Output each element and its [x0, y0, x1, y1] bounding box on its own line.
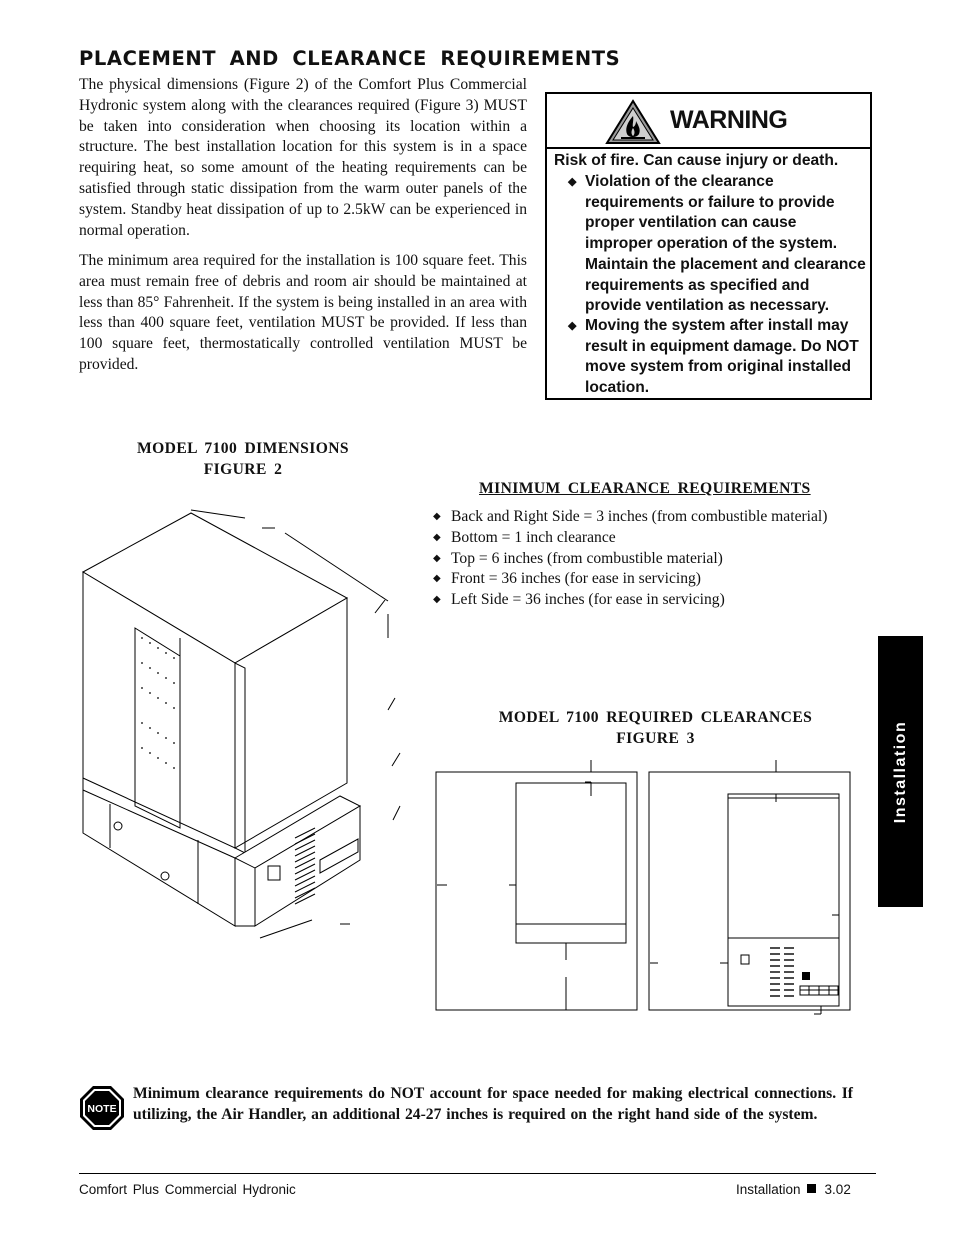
section-side-tab-label: Installation [891, 720, 909, 823]
note-text: Minimum clearance requirements do NOT account for space needed for making electrical connections. If utilizing, the Air Handler, an additional 24-27 inches is required on the right hand side of the system. [133, 1085, 853, 1123]
warning-lead: Risk of fire. Can cause injury or death. [554, 152, 839, 169]
warning-item [568, 316, 868, 399]
warning-item [568, 172, 868, 317]
intro-paragraph: The physical dimensions (Figure 2) of the Comfort Plus Commercial Hydronic system along with the clearances required (Figure 3) MUST be taken into consideration when choosing its location within a structure. The best installation location for this system is in a space requiring heat, so some amount of the heating requirements can be satisfied through static dissipation from the warm outer panels of the system. Standby heat dissipation of up to 2.5kW can be experienced in normal operation. [79, 76, 527, 239]
figure-2-caption [118, 439, 368, 480]
clearance-item [433, 590, 827, 611]
clearance-item [433, 507, 827, 528]
clearance-item [433, 549, 827, 570]
figure-2-caption-number: FIGURE 2 [203, 460, 283, 478]
figure-3-caption-number: FIGURE 3 [616, 729, 695, 747]
clearance-list [433, 507, 827, 611]
footer-product-name: Comfort Plus Commercial Hydronic [79, 1182, 296, 1197]
diamond-bullet-icon: ◆ [433, 511, 441, 522]
diamond-bullet-icon: ◆ [433, 552, 441, 564]
figure-3-caption-title: MODEL 7100 REQUIRED CLEARANCES [498, 709, 813, 726]
clearance-item-text: Left Side = 36 inches (for ease in servicing) [451, 591, 725, 609]
model-7100-clearances-drawing [434, 752, 854, 1016]
warning-item-text: Moving the system after install may result in equipment damage. Do NOT move system from original installed location. [585, 317, 859, 397]
clearance-item [433, 569, 827, 590]
square-bullet-icon [807, 1184, 816, 1193]
note-stop-sign-icon [79, 1085, 125, 1131]
warning-divider [547, 147, 870, 149]
figure-3-caption [478, 708, 833, 749]
warning-item-text: Violation of the clearance requirements or failure to provide proper ventilation can cause improper operation of the system. Maintain the placement and clearance requirements as specified and provide ventilation as necessary. [585, 173, 866, 315]
diamond-bullet-icon: ◆ [433, 573, 441, 585]
page-title: PLACEMENT AND CLEARANCE REQUIREMENTS [79, 47, 621, 70]
figure-2-caption-title: MODEL 7100 DIMENSIONS [137, 440, 349, 457]
diamond-bullet-icon: ◆ [433, 531, 441, 543]
model-7100-dimensions-drawing [70, 488, 430, 958]
clearance-item-text: Bottom = 1 inch clearance [451, 528, 616, 546]
fire-warning-triangle-icon [605, 99, 661, 145]
diamond-bullet-icon: ◆ [433, 594, 441, 606]
footer-divider [79, 1173, 876, 1174]
section-side-tab [878, 636, 923, 907]
footer-section: Installation [736, 1182, 801, 1197]
diamond-bullet-icon: ◆ [568, 176, 577, 188]
diamond-bullet-icon: ◆ [568, 320, 577, 332]
warning-box [545, 92, 872, 400]
warning-header [547, 94, 870, 150]
area-paragraph: The minimum area required for the installation is 100 square feet. This area must remain free of debris and room air should be maintained at less than 85° Fahrenheit. If the system is being installed in an area with less than 400 square feet, ventilation MUST be provided. If less than 100 square feet, thermostatically controlled ventilation MUST be provided. [79, 252, 527, 373]
footer-page-ref [736, 1182, 851, 1197]
clearance-item-text: Top = 6 inches (from combustible material) [451, 549, 723, 567]
clearance-item [433, 528, 827, 549]
note-icon-label: NOTE [87, 1103, 117, 1115]
clearance-item-text: Back and Right Side = 3 inches (from combustible material) [451, 508, 828, 525]
warning-title: WARNING [670, 106, 788, 134]
footer-page-number: 3.02 [824, 1182, 851, 1197]
clearance-heading: MINIMUM CLEARANCE REQUIREMENTS [479, 480, 811, 497]
clearance-item-text: Front = 36 inches (for ease in servicing) [451, 570, 701, 588]
